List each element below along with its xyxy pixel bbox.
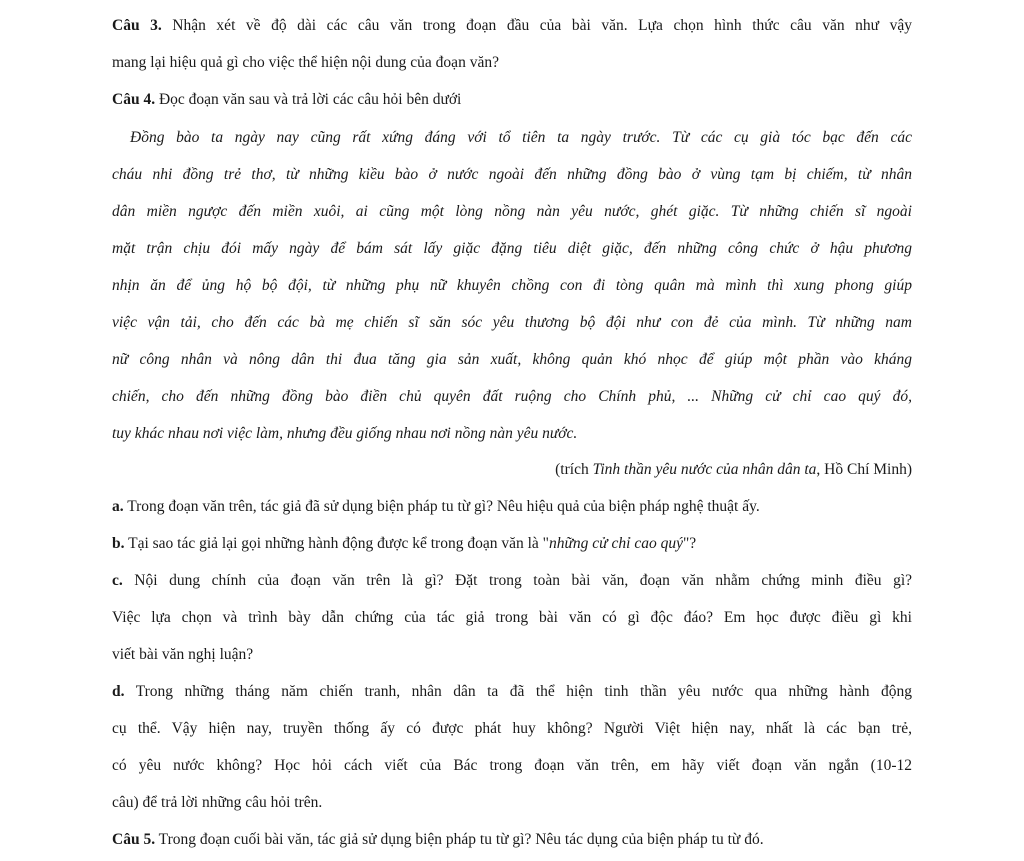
question-c-line-1 (112, 571, 912, 591)
question-c-label: c. (112, 572, 123, 589)
question-d-line-3: có yêu nước không? Học hỏi cách viết của Bác trong đoạn văn trên, em hãy viết đoạn văn ngắn (10-12 (112, 757, 912, 774)
question-3-line-1 (112, 16, 912, 36)
question-d-line-2: cụ thể. Vậy hiện nay, truyền thống ấy có được phát huy không? Người Việt hiện nay, nhất là các bạn trẻ, (112, 720, 912, 737)
citation-work-title: Tinh thần yêu nước của nhân dân ta (592, 461, 817, 478)
passage-line: cháu nhi đồng trẻ thơ, từ những kiều bào ở nước ngoài đến những đồng bào ở vùng tạm bị chiếm, từ nhân (112, 166, 912, 183)
question-c-line-3: viết bài văn nghị luận? (112, 646, 254, 663)
passage-line: nữ công nhân và nông dân thi đua tăng gia sản xuất, không quản khó nhọc để giúp một phần vào kháng (112, 351, 912, 368)
question-5-label: Câu 5. (112, 831, 156, 848)
question-a-label: a. (112, 498, 124, 515)
question-5-text: Trong đoạn cuối bài văn, tác giả sử dụng biện pháp tu từ gì? Nêu tác dụng của biện pháp tu từ đó. (155, 831, 764, 848)
question-d-line-1 (112, 682, 912, 702)
question-b-text: Tại sao tác giả lại gọi những hành động được kể trong đoạn văn là " (124, 535, 549, 552)
question-a-text: Trong đoạn văn trên, tác giả đã sử dụng biện pháp tu từ gì? Nêu hiệu quả của biện pháp nghệ thuật ấy. (123, 498, 760, 515)
question-c-text: Nội dung chính của đoạn văn trên là gì? Đặt trong toàn bài văn, đoạn văn nhằm chứng minh điều gì? (122, 572, 912, 589)
question-d-label: d. (112, 683, 125, 700)
question-d-line-4: câu) để trả lời những câu hỏi trên. (112, 794, 323, 811)
passage-line: chiến, cho đến những đồng bào điền chủ quyên đất ruộng cho Chính phủ, ... Những cử chỉ cao quý đó, (112, 388, 912, 405)
question-b-quote: những cử chỉ cao quý (548, 535, 683, 552)
passage-line: nhịn ăn để ủng hộ bộ đội, từ những phụ nữ khuyên chồng con đi tòng quân mà mình thì xung phong giúp (112, 277, 912, 294)
question-d-text: Trong những tháng năm chiến tranh, nhân dân ta đã thể hiện tinh thần yêu nước qua những hành động (124, 683, 912, 700)
passage-line: việc vận tải, cho đến các bà mẹ chiến sĩ săn sóc yêu thương bộ đội như con đẻ của mình. Từ những nam (112, 314, 912, 331)
passage-line: Đồng bào ta ngày nay cũng rất xứng đáng với tổ tiên ta ngày trước. Từ các cụ già tóc bạc đến các (130, 129, 912, 146)
question-b-tail: "? (682, 535, 697, 552)
citation (555, 460, 912, 480)
citation-suffix: , Hồ Chí Minh) (816, 461, 912, 478)
citation-prefix: (trích (555, 461, 593, 478)
question-4-text: Đọc đoạn văn sau và trả lời các câu hỏi bên dưới (155, 91, 462, 108)
question-5 (112, 830, 912, 850)
passage-line: tuy khác nhau nơi việc làm, nhưng đều giống nhau nơi nồng nàn yêu nước. (112, 425, 578, 442)
question-4 (112, 90, 912, 110)
question-3-label: Câu 3. (112, 17, 162, 34)
question-c-line-2: Việc lựa chọn và trình bày dẫn chứng của tác giả trong bài văn có gì độc đáo? Em học được điều gì khi (112, 609, 912, 626)
passage-line: mặt trận chịu đói mấy ngày để bám sát lấy giặc đặng tiêu diệt giặc, đến những công chức ở hậu phương (112, 240, 912, 257)
question-3-text: Nhận xét về độ dài các câu văn trong đoạn đầu của bài văn. Lựa chọn hình thức câu văn như vậy (161, 17, 912, 34)
question-3-line-2: mang lại hiệu quả gì cho việc thể hiện nội dung của đoạn văn? (112, 54, 499, 71)
question-b-label: b. (112, 535, 125, 552)
passage-line: dân miền ngược đến miền xuôi, ai cũng một lòng nồng nàn yêu nước, ghét giặc. Từ những chiến sĩ ngoài (112, 203, 912, 220)
question-b (112, 534, 912, 554)
question-a (112, 497, 912, 517)
question-4-label: Câu 4. (112, 91, 156, 108)
